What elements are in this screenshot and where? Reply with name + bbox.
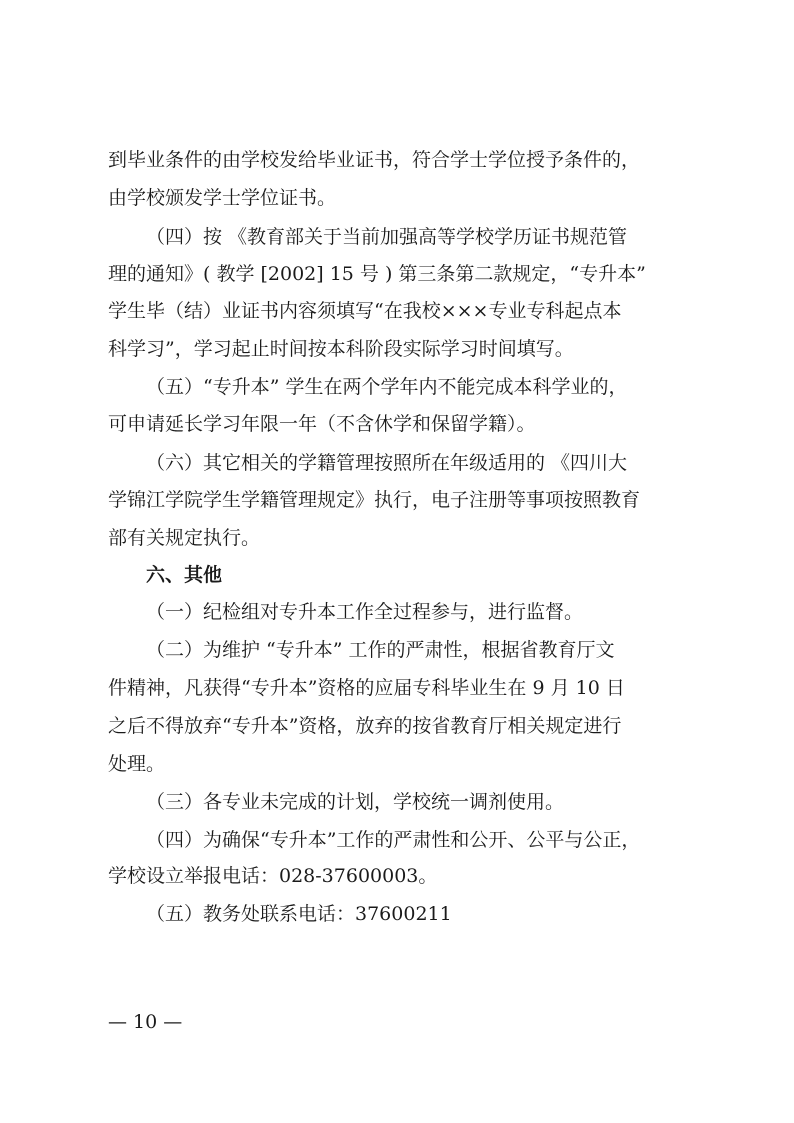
section-heading: 六、其他	[146, 564, 223, 586]
body-line: （三）各专业未完成的计划，学校统一调剂使用。	[146, 791, 565, 813]
body-line: 之后不得放弃“专升本”资格，放弃的按省教育厅相关规定进行	[108, 715, 622, 737]
body-line: 到毕业条件的由学校发给毕业证书，符合学士学位授予条件的，	[108, 149, 641, 171]
body-line: （四）按 《教育部关于当前加强高等学校学历证书规范管	[146, 226, 628, 248]
body-line: 由学校颁发学士学位证书。	[108, 187, 337, 209]
body-line: （一）纪检组对专升本工作全过程参与，进行监督。	[146, 601, 584, 623]
body-line: 处理。	[108, 753, 166, 775]
body-line: （五）“专升本” 学生在两个学年内不能完成本科学业的，	[146, 376, 628, 398]
body-line: 学锦江学院学生学籍管理规定》执行，电子注册等事项按照教育	[108, 489, 641, 511]
body-line: 可申请延长学习年限一年（不含休学和保留学籍）。	[108, 413, 536, 435]
body-line: （四）为确保“专升本”工作的严肃性和公开、公平与公正，	[146, 829, 641, 851]
body-line: 学生毕（结）业证书内容须填写“在我校×××专业专科起点本	[108, 300, 622, 322]
body-line: 理的通知》( 教学 [2002] 15 号 ) 第三条第二款规定，“专升本”	[108, 263, 646, 285]
body-line: 件精神，凡获得“专升本”资格的应届专科毕业生在 9 月 10 日	[108, 677, 625, 699]
body-line: （二）为维护 “专升本” 工作的严肃性，根据省教育厅文	[146, 639, 615, 661]
page-number: — 10 —	[108, 1011, 183, 1033]
body-line: 部有关规定执行。	[108, 527, 261, 549]
body-line: 学校设立举报电话：028-37600003。	[108, 865, 438, 887]
body-line: （六）其它相关的学籍管理按照所在年级适用的 《四川大	[146, 452, 628, 474]
body-line: （五）教务处联系电话：37600211	[146, 903, 452, 925]
body-line: 科学习”，学习起止时间按本科阶段实际学习时间填写。	[108, 338, 574, 360]
